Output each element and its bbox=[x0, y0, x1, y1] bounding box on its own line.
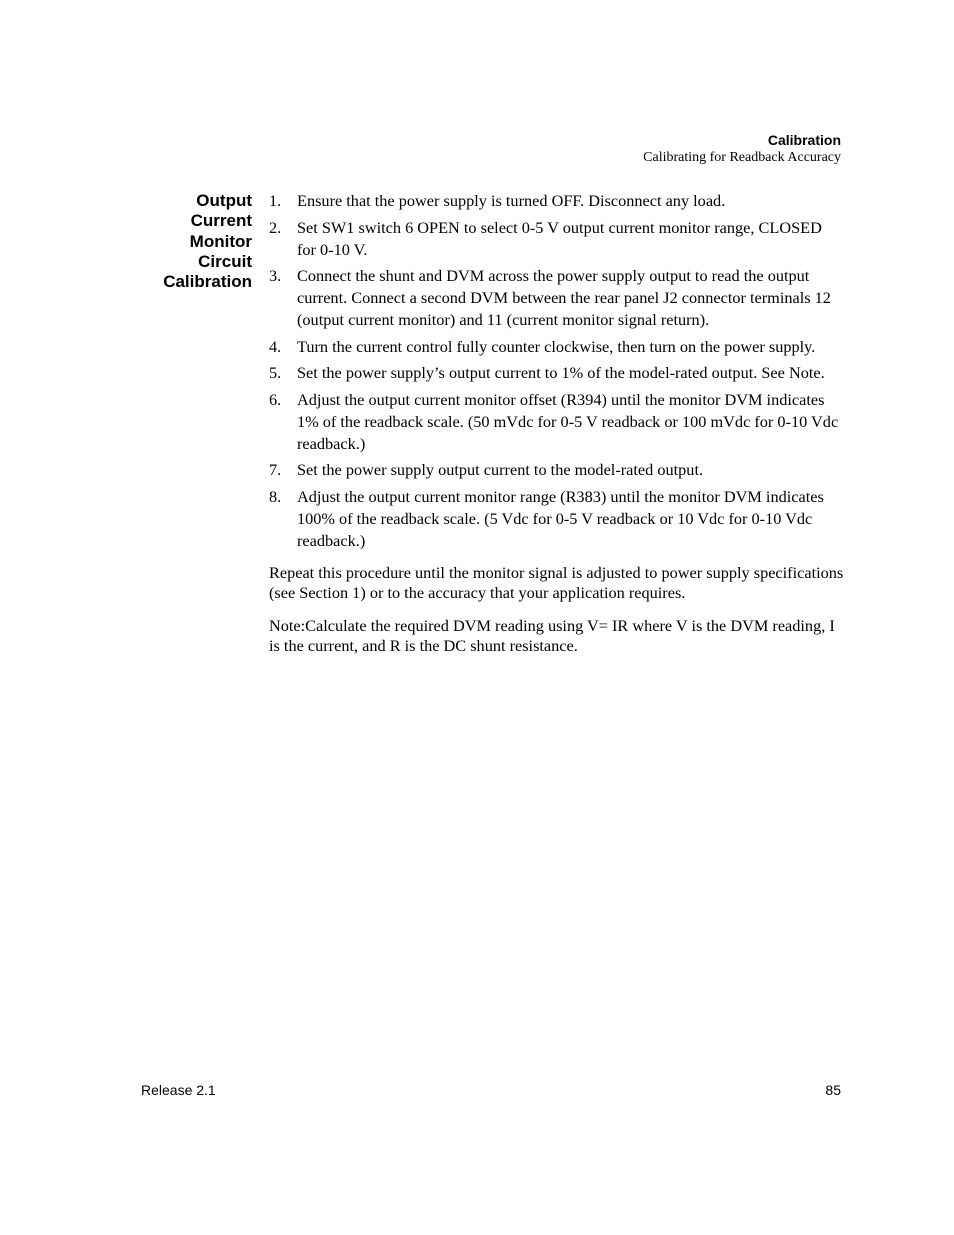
step-text: Set the power supply’s output current to 1% of the model-rated output. See Note. bbox=[297, 363, 825, 382]
step-item bbox=[269, 190, 844, 212]
page-number: 85 bbox=[825, 1082, 841, 1098]
procedure-steps bbox=[269, 190, 844, 552]
step-number: 7. bbox=[269, 460, 282, 479]
step-number: 3. bbox=[269, 266, 282, 285]
side-heading-line: Output bbox=[196, 191, 252, 210]
step-item bbox=[269, 265, 844, 331]
step-number: 4. bbox=[269, 336, 282, 356]
step-number: 8. bbox=[269, 486, 282, 506]
step-text: Turn the current control fully counter clockwise, then turn on the power supply. bbox=[297, 336, 816, 356]
step-item bbox=[269, 486, 844, 552]
step-text: Adjust the output current monitor range (R383) until the monitor DVM indicates 100% of the readback scale. (5 Vdc for 0-5 V readback or 10 Vdc for 0-10 Vdc readback.) bbox=[297, 486, 824, 550]
step-item bbox=[269, 389, 844, 455]
side-heading-line: Circuit bbox=[198, 251, 252, 271]
step-item bbox=[269, 217, 844, 261]
note-paragraph: Note:Calculate the required DVM reading using V= IR where V is the DVM reading, I is the current, and R is the DC shunt resistance. bbox=[269, 615, 835, 655]
body-column bbox=[269, 190, 844, 656]
release-label: Release 2.1 bbox=[141, 1082, 216, 1098]
side-heading-line: Current bbox=[190, 211, 252, 231]
step-text: Ensure that the power supply is turned OFF. Disconnect any load. bbox=[297, 191, 726, 210]
side-heading-line: Monitor bbox=[189, 231, 252, 251]
step-text: Adjust the output current monitor offset (R394) until the monitor DVM indicates 1% of the readback scale. (50 mVdc for 0-5 V readback or 100 mVdc for 0-10 Vdc readback.) bbox=[297, 389, 839, 453]
step-item bbox=[269, 336, 844, 358]
step-number: 2. bbox=[269, 217, 282, 237]
side-heading-line: Calibration bbox=[163, 272, 252, 292]
step-item bbox=[269, 459, 844, 481]
step-number: 1. bbox=[269, 191, 282, 210]
step-text: Set SW1 switch 6 OPEN to select 0-5 V output current monitor range, CLOSED for 0-10 V. bbox=[297, 217, 822, 259]
running-head bbox=[643, 131, 841, 167]
step-number: 5. bbox=[269, 363, 282, 382]
section-title: Calibrating for Readback Accuracy bbox=[643, 150, 841, 165]
step-text: Connect the shunt and DVM across the power supply output to read the output current. Connect a second DVM between the rear panel J2 connector terminals 12 (output current monitor) and 11 (current monitor signal return). bbox=[297, 266, 831, 329]
step-number: 6. bbox=[269, 389, 282, 409]
repeat-paragraph: Repeat this procedure until the monitor signal is adjusted to power supply specifications (see Section 1) or to the accuracy that your application requires. bbox=[269, 562, 844, 602]
step-item bbox=[269, 362, 844, 384]
step-text: Set the power supply output current to the model-rated output. bbox=[297, 460, 704, 479]
chapter-title: Calibration bbox=[767, 132, 841, 148]
side-heading bbox=[122, 191, 252, 292]
